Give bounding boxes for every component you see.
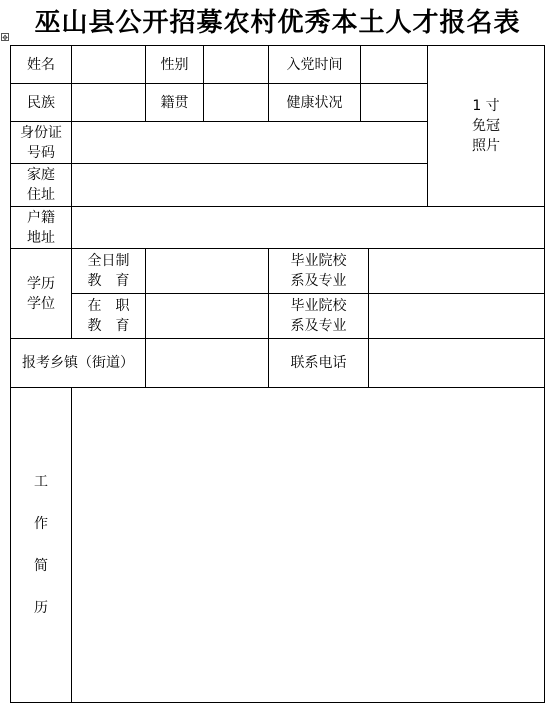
township-field[interactable] [145, 338, 269, 388]
gender-input[interactable] [204, 46, 268, 83]
label-native-place-text: 籍贯 [160, 94, 189, 111]
label-inservice-school [268, 293, 369, 339]
label-inservice-edu [71, 293, 146, 339]
label-phone-text: 联系电话 [290, 355, 347, 371]
label-education [10, 248, 72, 339]
label-work-history-char3: 简 [34, 558, 48, 574]
label-id-number [10, 121, 72, 164]
label-ethnicity-text: 民族 [27, 94, 55, 111]
label-inservice-edu-line2: 教 育 [87, 318, 130, 334]
label-fulltime-school [268, 248, 369, 294]
label-name-text: 姓名 [27, 56, 55, 73]
label-home-address-line2: 住址 [27, 187, 55, 203]
work-history-field[interactable] [71, 387, 545, 703]
label-township-text: 报考乡镇（街道） [22, 355, 134, 371]
table-anchor-icon: ✥ [2, 34, 8, 42]
home-address-input[interactable] [72, 164, 427, 206]
fulltime-school-field[interactable] [368, 248, 545, 294]
ethnicity-field[interactable] [71, 83, 146, 122]
photo-label-line1: 1 寸 [472, 98, 500, 114]
ethnicity-input[interactable] [72, 84, 145, 121]
label-gender-text: 性别 [160, 56, 189, 73]
native-place-input[interactable] [204, 84, 268, 121]
label-education-line2: 学位 [27, 295, 55, 312]
label-work-history-char2: 作 [34, 516, 48, 532]
label-fulltime-school-line1: 毕业院校 [290, 253, 347, 269]
work-history-textarea[interactable] [72, 388, 544, 702]
label-fulltime-edu-line1: 全日制 [87, 253, 130, 269]
gender-field[interactable] [203, 45, 269, 84]
photo-box[interactable] [427, 45, 545, 207]
hukou-address-input[interactable] [72, 207, 544, 248]
party-date-field[interactable] [360, 45, 428, 84]
fulltime-edu-field[interactable] [145, 248, 269, 294]
label-fulltime-edu [71, 248, 146, 294]
fulltime-edu-input[interactable] [146, 249, 268, 293]
label-township [10, 338, 146, 388]
inservice-school-field[interactable] [368, 293, 545, 339]
name-input[interactable] [72, 46, 145, 83]
label-inservice-school-line1: 毕业院校 [290, 298, 347, 314]
photo-label-line2: 免冠 [472, 118, 500, 134]
page-title: 巫山县公开招募农村优秀本土人才报名表 [34, 8, 521, 38]
label-work-history-char4: 历 [34, 600, 48, 616]
health-field[interactable] [360, 83, 428, 122]
phone-field[interactable] [368, 338, 545, 388]
inservice-edu-field[interactable] [145, 293, 269, 339]
label-party-date-text: 入党时间 [286, 56, 343, 73]
label-home-address-line1: 家庭 [27, 167, 55, 183]
label-education-line1: 学历 [27, 275, 55, 292]
native-place-field[interactable] [203, 83, 269, 122]
label-gender [145, 45, 204, 84]
fulltime-school-input[interactable] [369, 249, 544, 293]
label-inservice-school-line2: 系及专业 [290, 318, 347, 334]
label-ethnicity [10, 83, 72, 122]
label-work-history [10, 387, 72, 703]
label-id-number-line2: 号码 [27, 144, 55, 161]
id-number-input[interactable] [72, 122, 427, 163]
label-home-address [10, 163, 72, 207]
label-hukou-address-line2: 地址 [27, 229, 55, 246]
name-field[interactable] [71, 45, 146, 84]
health-input[interactable] [361, 84, 427, 121]
hukou-address-field[interactable] [71, 206, 545, 249]
label-hukou-address-line1: 户籍 [27, 209, 55, 226]
phone-input[interactable] [369, 339, 544, 387]
inservice-school-input[interactable] [369, 294, 544, 338]
label-party-date [268, 45, 361, 84]
label-health-text: 健康状况 [286, 94, 343, 111]
label-hukou-address [10, 206, 72, 249]
label-name [10, 45, 72, 84]
label-phone [268, 338, 369, 388]
inservice-edu-input[interactable] [146, 294, 268, 338]
label-fulltime-edu-line2: 教 育 [87, 273, 130, 289]
label-fulltime-school-line2: 系及专业 [290, 273, 347, 289]
township-input[interactable] [146, 339, 268, 387]
label-health [268, 83, 361, 122]
party-date-input[interactable] [361, 46, 427, 83]
id-number-field[interactable] [71, 121, 428, 164]
label-work-history-char1: 工 [34, 474, 48, 490]
label-id-number-line1: 身份证 [20, 124, 62, 141]
label-inservice-edu-line1: 在 职 [87, 298, 130, 314]
label-native-place [145, 83, 204, 122]
home-address-field[interactable] [71, 163, 428, 207]
photo-label-line3: 照片 [472, 138, 500, 154]
